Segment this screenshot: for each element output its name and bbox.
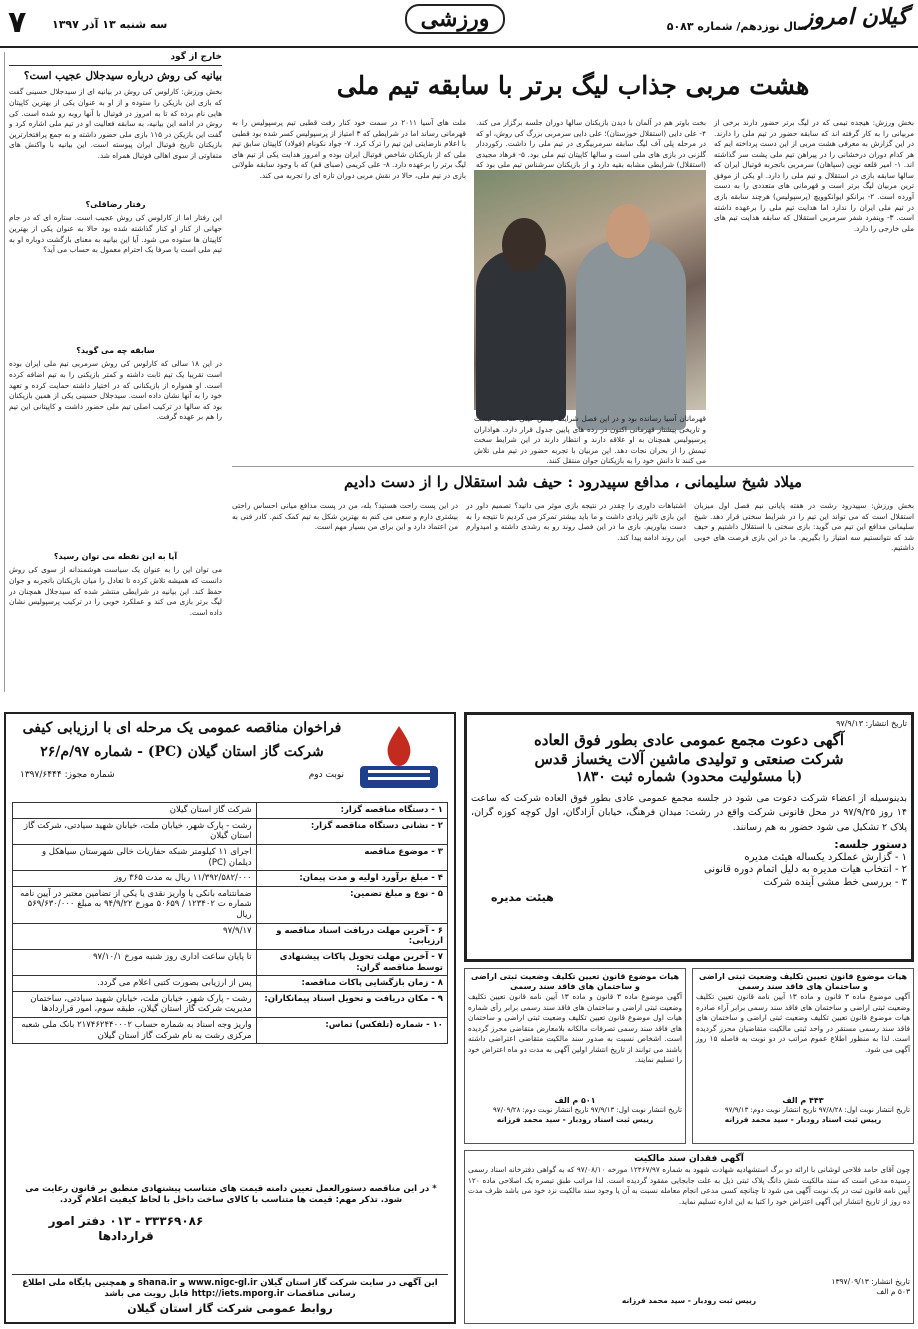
notice-code: ۴۴۳ م الف	[782, 1096, 824, 1105]
tender-footer: این آگهی در سایت شرکت گاز استان گیلان www.nigc-gl.ir و shana.ir و همچنین پایگاه ملی اطلاع رسانی مناقصات http://iets.mporg.ir قابل رویت می باشد	[12, 1274, 448, 1299]
tender-row-key: ۷ - آخرین مهلت تحویل پاکات پیشنهادی توسط مناقصه گران:	[256, 949, 447, 975]
main-article	[232, 52, 915, 466]
sidebar-title: بیانیه کی روش درباره سیدجلال عجیب است؟	[23, 70, 222, 83]
sidebar-body: می توان این را به عنوان یک سیاست هوشمندانه از سوی کی روش دانست که همیشه تلاش کرده تا تعادل را میان بازیکنان باتجربه و جوان حفظ کند. این بیانیه در شرایطی منتشر شده که سیدجلال همچنان در لیگ برتر بازی می کند و عملکرد خوبی را در ترکیب پرسپولیس نشان داده است.	[9, 565, 222, 617]
tender-row	[13, 844, 448, 870]
tender-advertisement	[4, 712, 456, 1324]
tender-row-key: ۵ - نوع و مبلغ تضمین:	[256, 886, 447, 923]
agenda-item: ۲ - انتخاب هیات مدیره به دلیل اتمام دوره قانونی	[703, 864, 907, 875]
page-number: ۷	[8, 5, 27, 40]
notice-sign: رییس ثبت اسناد رودبار - سید محمد فرزانه	[496, 1114, 654, 1124]
tender-row	[13, 923, 448, 949]
tender-signature: روابط عمومی شرکت گاز استان گیلان	[127, 1302, 333, 1315]
notice-date: تاریخ انتشار نوبت اول: ۹۷/۹/۱۳ تاریخ انتشار نوبت دوم: ۹۷/۰۹/۲۸	[493, 1106, 682, 1114]
tender-row-value: رشت - پارک شهر، خیابان ملت، خیابان شهید سیادتی، شرکت گاز استان گیلان	[13, 818, 257, 844]
main-article-title: هشت مربی جذاب لیگ برتر با سابقه تیم ملی	[336, 71, 810, 100]
tender-subtitle: شرکت گاز استان گیلان (PC) - شماره ۹۷/م/۲۶	[40, 744, 324, 760]
sidebar-kicker: خارج از گود	[9, 52, 222, 66]
assembly-registration: (با مسئولیت محدود) شماره ثبت ۱۸۳۰	[575, 768, 803, 785]
notice-body: چون آقای حامد فلاحی لوشانی با ارائه دو برگ استشهادیه شهادت شهود به شماره ۱۲۴۶۷/۹۷ مورخه ۹۷/۰۸/۱۰ که به گواهی دفترخانه اسناد رسمی رسیده مدعی است که سند مالکیت شش دانگ پلاک ثبتی ذیل به علت جابجایی مفقود گردیده است. لذا مراتب طبق تبصره یک اصلاحی ماده ۱۲۰ آیین نامه قانون ثبت در یک نوبت آگهی می شود تا چنانچه کسی مدعی انجام معامله نسبت به آن یا وجود سند مالکیت نزد خود می باشد ظرف مدت ده روز از تاریخ انتشار این آگهی اعتراض خود را کتبا به این اداره تسلیم نماید.	[468, 1165, 911, 1206]
sidebar-body: در این ۱۸ سالی که کارلوس کی روش سرمربی تیم ملی ایران بوده است تقریبا یک تیم ثابت داشته و کمتر بازیکنی را به تیم اضافه کرده است. او همواره از بازیکنانی که در اختیار داشته حمایت کرده و تعهد خود را به آنها نشان داده است. سیدجلال حسینی یکی از همین بازیکنان بود که سالها در ترکیب اصلی تیم ملی حضور داشت و کاپیتانی این تیم را هم بر عهده گرفت.	[9, 359, 222, 422]
tender-row-value: ضمانتنامه بانکی یا واریز نقدی یا یکی از تضامین معتبر در آیین نامه شماره ت ۱۲۳۴۰۲ / ۵۰۶۵۹ مورخ ۹۴/۹/۲۲ به مبلغ ۵۶۹/۶۳۰/۰۰۰ ریال	[13, 886, 257, 923]
sidebar-body: این رفتار اما از کارلوس کی روش عجیب است. ستاره ای که در جام جهانی از کنار او کنار گذاشته شده بود حالا به عنوان یکی از بهترین کاپیتان ها ستوده می شود. آیا این بیانیه به معنای بازگشت دوباره او به تیم ملی است یا صرفا یک احترام معمول به حساب می آید؟	[9, 213, 222, 255]
interview-column: در این پست راحت هستید؟ بله، من در پست مدافع میانی احساس راحتی بیشتری دارم و سعی می کنم به بهترین شکل به تیم کمک کنم. کادر فنی به من اعتماد دارد و این برای من بسیار مهم است.	[232, 501, 458, 532]
notice-date: تاریخ انتشار: ۱۳۹۷/۰۹/۱۳	[831, 1277, 910, 1287]
registration-notice	[692, 968, 914, 1144]
tender-row	[13, 871, 448, 887]
tender-permit: شماره مجوز: ۱۳۹۷/۶۴۴۴	[20, 770, 115, 780]
tender-title: فراخوان مناقصه عمومی یک مرحله ای با ارزیابی کیفی	[22, 720, 342, 736]
assembly-advertisement	[464, 712, 914, 962]
tender-row-key: ۱ - دستگاه مناقصه گزار:	[256, 803, 447, 819]
tender-row	[13, 1018, 448, 1044]
assembly-title: آگهی دعوت مجمع عمومی عادی بطور فوق العاده	[533, 731, 845, 749]
assembly-company: شرکت صنعتی و تولیدی ماشین آلات یخساز قدس	[534, 749, 844, 768]
assembly-body: بدینوسیله از اعضاء شرکت دعوت می شود در جلسه مجمع عمومی عادی بطور فوق العاده شرکت که ساعت ۱۴ روز ۹۷/۹/۲۵ در محل قانونی شرکت واقع در رشت: میدان فرهنگ، خیابان آزادگان، اول کوچه کوزه گران، پلاک ۲ تشکیل می شود حضور به هم رسانند.	[471, 793, 907, 833]
tender-row-key: ۳ - موضوع مناقصه	[256, 844, 447, 870]
registration-notice	[464, 968, 686, 1144]
notice-sign: رییس ثبت اسناد رودبار - سید محمد فرزانه	[724, 1114, 882, 1124]
interview-column: بخش ورزش: سپیدرود رشت در هفته پایانی نیم فصل اول میزبان استقلال است که می تواند این تیم را در شرایط سختی قرار دهد. شیخ سلیمانی مدافع این تیم می گوید: بازی سختی با استقلال داشتیم و حیف شد که نتوانستیم سه امتیاز را بگیریم. ما در این بازی فرصت های خوبی داشتیم.	[694, 501, 914, 553]
notice-body: آگهی موضوع ماده ۳ قانون و ماده ۱۳ آیین نامه قانون تعیین تکلیف وضعیت ثبتی اراضی و ساختمان های فاقد سند رسمی برابر رأی شماره هیات اول موضوع قانون تعیین تکلیف وضعیت ثبتی اراضی و ساختمان های فاقد سند رسمی تصرفات مالکانه بلامعارض متقاضی محرز گردیده است. اشخاص نسبت به صدور سند مالکیت متقاضی اعتراضی داشته باشند می توانند از تاریخ انتشار اولین آگهی به مدت دو ماه اعتراض خود را تسلیم نمایند.	[468, 992, 682, 1065]
sidebar-body: بخش ورزش: کارلوس کی روش در بیانیه ای از سیدجلال حسینی گفت که بازی این بازیکن را ستوده و از او به عنوان یکی از بهترین کاپیتان هایی نام برده که تا به امروز در فوتبال با آنها روبه رو شده است. کی روش در ادامه این بیانیه، به سابقه فعالیت او در تیم ملی اشاره کرد و گفت این بازیکن در ۱۱۵ بازی ملی حضور داشته و به جمع پرافتخارترین بازیکنان تاریخ فوتبال ایران پیوسته است. این بیانیه با واکنش های متفاوتی از سوی اهالی فوتبال همراه شد.	[9, 87, 223, 160]
agenda-item: ۱ - گزارش عملکرد یکساله هیئت مدیره	[744, 851, 907, 863]
tender-row-value: رشت - پارک شهر، خیابان ملت، خیابان شهید سیادتی، ساختمان مدیریت شرکت گاز استان گیلان، طبقه سوم، امور قراردادها	[13, 991, 257, 1017]
lost-deed-notice	[464, 1150, 914, 1324]
tender-row-value: شرکت گاز استان گیلان	[13, 803, 257, 819]
newspaper-logo: گیلان امروز	[802, 4, 908, 30]
tender-table	[12, 802, 448, 1044]
interview-article	[232, 466, 914, 696]
notice-title: هیات موضوع قانون تعیین تکلیف وضعیت ثبتی اراضی و ساختمان های فاقد سند رسمی	[698, 972, 908, 991]
notice-code: ۵۰۳ م الف	[876, 1286, 910, 1296]
interview-column: اشتباهات داوری را چقدر در نتیجه بازی موثر می دانید؟ تصمیم داور در این بازی تاثیر زیادی داشت و ما باید بیشتر تمرکز می کردیم تا نتیجه را به دست بیاوریم. بازی ما در این فصل روند رو به رشدی داشته و امیدوارم این روند ادامه پیدا کند.	[466, 501, 686, 542]
tender-row-key: ۱۰ - شماره (تلفکس) تماس:	[256, 1018, 447, 1044]
tender-row	[13, 803, 448, 819]
notice-title: هیات موضوع قانون تعیین تکلیف وضعیت ثبتی اراضی و ساختمان های فاقد سند رسمی	[470, 972, 680, 991]
tender-phone: ۳۳۳۶۹۰۸۶ - ۰۱۳ دفتر امور قراردادها	[48, 1214, 204, 1243]
sidebar-subhead: رفتار رضاقلی؟	[85, 200, 146, 210]
article-column: بخش ورزش: هیجده تیمی که در لیگ برتر حضور دارند برخی از مربیانی را به کار گرفته اند که سابقه حضور در تیم ملی را دارند. در این گزارش به معرفی هشت مربی از این دست پرداخته ایم که هر کدام دوران درخشانی را در پیراهن تیم ملی پشت سر گذاشته اند. ۱- امیر قلعه نویی (سپاهان) سرمربی باتجربه فوتبال ایران که سالها سابقه بازی در استقلال و تیم ملی را دارد. او یکی از موفق ترین مربیان لیگ برتر است و قهرمانی های متعددی را به دست آورده است. ۲- برانکو ایوانکوویچ (پرسپولیس) هرچند سابقه بازی در تیم ملی ایران را ندارد اما هدایت تیم ملی را برعهده داشته است. ۳- وینفرد شفر سرمربی استقلال که سابقه هدایت تیم های ملی خارجی را دارد.	[714, 118, 915, 233]
sidebar-column	[4, 52, 226, 692]
sidebar-subhead: آیا به این نقطه می توان رسید؟	[53, 552, 178, 562]
assembly-agenda-title: دستور جلسه:	[834, 837, 907, 851]
tender-row	[13, 991, 448, 1017]
tender-row-key: ۲ - نشانی دستگاه مناقصه گزار:	[256, 818, 447, 844]
article-column: قهرمانان آسیا رسانده بود و در این فصل شرایط تیمش خیلی مناسب نیست و تاریخی پیشتاز قهرمانی اکنون در رده های پایین جدول قرار دارد. هواداران پرسپولیس همچنان به او علاقه دارند و انتظار دارند در این شرایط سخت تیمش را از بحران نجات دهد. این مربیان با تجربه حضور در تیم ملی تلاش می کنند تا دانش خود را به بازیکنان جوان منتقل کنند.	[474, 414, 706, 466]
tender-stage: نوبت دوم	[308, 770, 344, 780]
tender-row	[13, 976, 448, 992]
tender-note: * در این مناقصه دستورالعمل تعیین دامنه قیمت های متناسب پیشنهادی منطبق بر قانون رعایت می شود. تذکر مهم: قیمت ها متناسب با کالای ساخت داخل با لحاظ کیفیت اعلام گردد.	[25, 1184, 437, 1205]
notice-body: آگهی موضوع ماده ۳ قانون و ماده ۱۳ آیین نامه قانون تعیین تکلیف وضعیت ثبتی اراضی و ساختمان های فاقد سند رسمی برابر آراء صادره هیات موضوع قانون تعیین تکلیف وضعیت ثبتی اراضی و ساختمان های فاقد سند رسمی مستقر در واحد ثبتی مالکیت متقاضیان محرز گردیده است. لذا به منظور اطلاع عموم مراتب در دو نوبت به فاصله ۱۵ روز آگهی می شود.	[696, 992, 910, 1054]
tender-row-value: ۹۷/۹/۱۷	[13, 923, 257, 949]
tender-row-value: پس از ارزیابی بصورت کتبی اعلام می گردد.	[13, 976, 257, 992]
assembly-date: تاریخ انتشار: ۹۷/۹/۱۳	[836, 719, 907, 728]
assembly-signature: هیئت مدیره	[491, 891, 554, 904]
issue-number: سال نوزدهم/ شماره ۵۰۸۳	[666, 20, 808, 33]
interview-title: میلاد شیخ سلیمانی ، مدافع سپیدرود : حیف شد استقلال را از دست دادیم	[343, 473, 803, 491]
notice-code: ۵۰۱ م الف	[554, 1096, 596, 1105]
gas-company-logo	[354, 722, 444, 792]
tender-row-key: ۸ - زمان بازگشایی پاکات مناقصه:	[256, 976, 447, 992]
tender-row-value: ۱۱/۳۹۲/۵۸۲/۰۰۰ ریال به مدت ۳۶۵ روز	[13, 871, 257, 887]
tender-row	[13, 886, 448, 923]
issue-date: سه شنبه ۱۳ آذر ۱۳۹۷	[52, 18, 168, 31]
section-title: ورزشی	[330, 6, 580, 34]
tender-row-key: ۹ - مکان دریافت و تحویل اسناد پیمانکاران:	[256, 991, 447, 1017]
tender-row-value: واریز وجه اسناد به شماره حساب ۲۱۷۴۶۲۴۴۰۰۰۲ بانک ملی شعبه مرکزی رشت به نام شرکت گاز استان گیلان	[13, 1018, 257, 1044]
sidebar-subhead: سابقه چه می گوید؟	[76, 346, 155, 356]
article-column: ملت های آسیا ۲۰۱۱ در سمت خود کنار رفت قطبی تیم پرسپولیس را به قهرمانی رساند اما در شرایطی که ۳ امتیاز از پرسپولیس کسر شده بود قطبی با اعلام نارضایتی این تیم را ترک کرد. ۷- جواد نکونام (فولاد) کاپیتان سابق تیم ملی که از بازیکنان شاخص فوتبال ایران بوده و امروز هدایت یکی از تیم های لیگ برتر را برعهده دارد. ۸- علی کریمی (صبای قم) که با وجود سابقه طولانی بازی در تیم ملی، حالا در نقش مربی دوران تازه ای را تجربه می کند.	[232, 118, 467, 180]
tender-row	[13, 818, 448, 844]
agenda-item: ۳ - بررسی خط مشی آینده شرکت	[763, 876, 907, 888]
notice-title: آگهی فقدان سند مالکیت	[634, 1154, 744, 1164]
page-header	[0, 0, 918, 48]
article-column: بخت باوتر هم در آلمان با دیدن بازیکنان سالها دوران جلسه برگزار می کند. ۴- علی دایی (استقلال خوزستان)؛ علی دایی سرمربی بزرگ کی روش، او که در مرحله پلی آف لیگ سابقه سرمربیگری در تیم ملی را داشت. رکورددار گلزنی در بازی های ملی است و سالها کاپیتان تیم ملی بود. ۵- فرهاد مجیدی (استقلال) شرایطی مشابه بقیه دارد و از بازیکنان سرشناس تیم ملی بود که	[476, 118, 706, 170]
tender-row	[13, 949, 448, 975]
tender-row-value: تا پایان ساعت اداری روز شنبه مورخ ۹۷/۱۰/۱	[13, 949, 257, 975]
tender-row-key: ۶ - آخرین مهلت دریافت اسناد مناقصه و ارزیابی:	[256, 923, 447, 949]
notice-date: تاریخ انتشار نوبت اول: ۹۷/۸/۲۸ تاریخ انتشار نوبت دوم: ۹۷/۹/۱۳	[724, 1106, 910, 1114]
tender-row-value: اجرای ۱۱ کیلومتر شبکه حفاریات خالی شهرستان سیاهکل و دیلمان (PC)	[13, 844, 257, 870]
coach-photo	[474, 170, 706, 410]
notice-sign: رییس ثبت رودبار - سید محمد فرزانه	[621, 1296, 757, 1305]
tender-row-key: ۴ - مبلغ برآورد اولیه و مدت پیمان:	[256, 871, 447, 887]
